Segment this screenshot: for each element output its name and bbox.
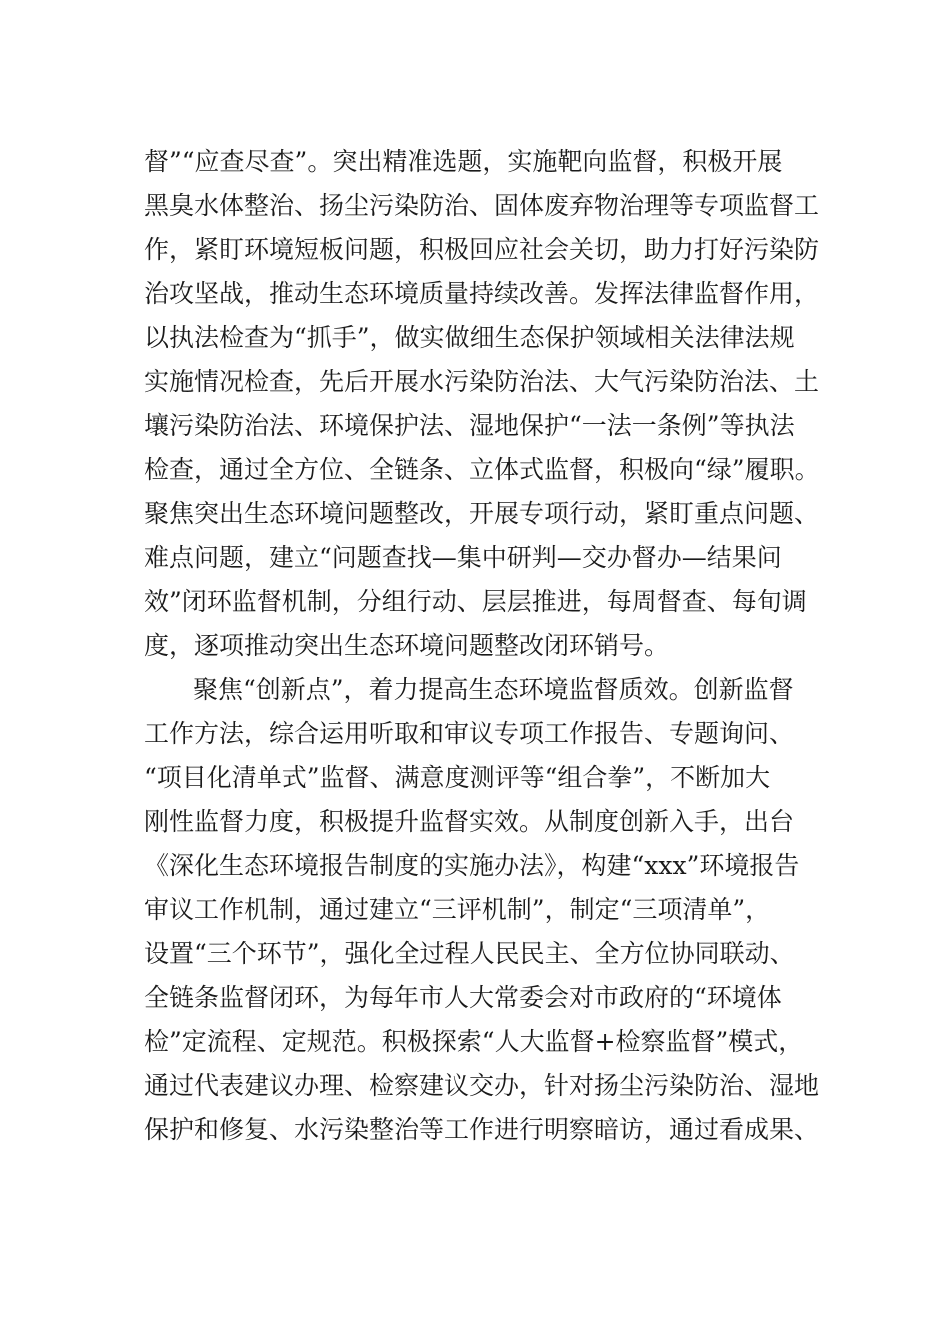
text-line: 效”闭环监督机制，分组行动、层层推进，每周督查、每旬调 [144,587,807,616]
text-line: “项目化清单式”监督、满意度测评等“组合拳”，不断加大 [144,763,771,792]
text-line: 审议工作机制，通过建立“三评机制”，制定“三项清单”， [144,895,771,924]
text-line: 难点问题，建立“问题查找—集中研判—交办督办—结果问 [144,543,782,572]
text-line: 全链条监督闭环，为每年市人大常委会对市政府的“环境体 [144,983,782,1012]
text-line: 度，逐项推动突出生态环境问题整改闭环销号。 [144,631,670,660]
text-line: 通过代表建议办理、检察建议交办，针对扬尘污染防治、湿地 [144,1071,820,1100]
text-line: 工作方法，综合运用听取和审议专项工作报告、专题询问、 [144,719,795,748]
text-line: 实施情况检查，先后开展水污染防治法、大气污染防治法、土 [144,367,820,396]
text-line: 刚性监督力度，积极提升监督实效。从制度创新入手，出台 [144,807,795,836]
text-line: 检”定流程、定规范。积极探索“人大监督+检察监督”模式， [144,1027,804,1056]
text-line: 《深化生态环境报告制度的实施办法》，构建“xxx”环境报告 [144,851,800,880]
text-line: 检查，通过全方位、全链条、立体式监督，积极向“绿”履职。 [144,455,820,484]
text-line: 黑臭水体整治、扬尘污染防治、固体废弃物治理等专项监督工 [144,191,820,220]
text-line: 督”“应查尽查”。突出精准选题，实施靶向监督，积极开展 [144,147,783,176]
text-line: 设置“三个环节”，强化全过程人民民主、全方位协同联动、 [144,939,795,968]
text-line: 保护和修复、水污染整治等工作进行明察暗访，通过看成果、 [144,1115,820,1144]
text-line: 聚焦“创新点”，着力提高生态环境监督质效。创新监督 [193,675,794,704]
text-line: 作，紧盯环境短板问题，积极回应社会关切，助力打好污染防 [144,235,820,264]
text-line: 壤污染防治法、环境保护法、湿地保护“一法一条例”等执法 [144,411,795,440]
text-line: 治攻坚战，推动生态环境质量持续改善。发挥法律监督作用， [144,279,820,308]
text-line: 以执法检查为“抓手”，做实做细生态保护领域相关法律法规 [144,323,795,352]
text-line: 聚焦突出生态环境问题整改，开展专项行动，紧盯重点问题、 [144,499,820,528]
